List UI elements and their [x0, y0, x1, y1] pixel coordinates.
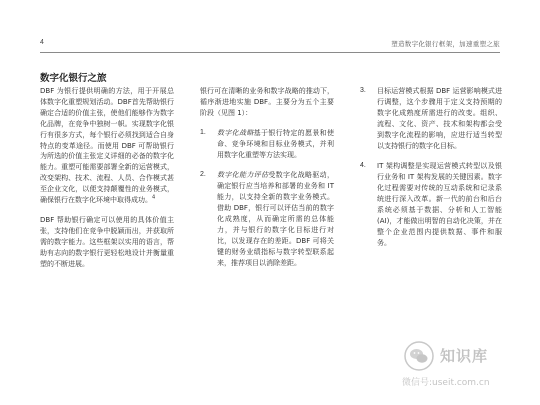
item-term: 数字化能力评估	[217, 171, 269, 180]
section-title: 数字化银行之旅	[40, 73, 107, 84]
page-number: 4	[40, 39, 44, 46]
paragraph-text: DBF 为银行提供明确的方法，用于开展总体数字化重塑规划活动。DBF首先帮助银行确定合适的价值主张，使他们能够作为数字化品牌，在竞争中独树一帜。实现数字化银行有很多方式，每个银行必须找到适合自身特点的变革途径。而使用 DBF 可帮助银行为所选的价值主张定义详细的必备的数字化能力。重塑可能需要部署全新的运营模式，改变架构、技术、流程、人员、合作模式甚至企业文化，以便支持颠覆性的业务模式，确保银行在数字化环境中取得成功。	[40, 87, 174, 205]
list-item	[360, 161, 502, 248]
item-number: 3.	[360, 87, 366, 94]
paragraph	[40, 86, 174, 206]
running-head: 塑造数字化银行框架，加速重塑之旅	[391, 40, 500, 48]
watermark	[398, 339, 518, 391]
item-term: 数字化战略	[217, 128, 254, 137]
header-rule	[40, 52, 500, 53]
column-2	[200, 86, 334, 279]
column-1	[40, 86, 174, 279]
item-number: 4.	[360, 162, 366, 170]
item-number: 2.	[200, 171, 206, 179]
watermark-name: 知识库	[440, 347, 489, 365]
wechat-logo-icon	[404, 341, 434, 371]
item-number: 1.	[200, 128, 206, 136]
phase-list	[200, 128, 334, 269]
item-text: 受数字化战略驱动，确定银行应当培养和部署的业务和 IT 能力，以支持全新的数字业务模式。借助 DBF，银行可以评估当前的数字化成熟度，从而确定所需的总体能力，并与银行的数字化目标进行对比，以发现存在的差距。DBF 可将关键的财务业绩指标与数字转型联系起来，推荐项目以消除差距。	[217, 171, 335, 267]
list-item	[360, 86, 502, 151]
footnote-marker: 4	[152, 194, 156, 201]
item-text: 基于银行特定的愿景和使命、竞争环境和目标业务模式，并利用数字化重塑等方法实现。	[217, 128, 335, 159]
list-item	[200, 170, 334, 268]
column-3	[360, 86, 502, 259]
item-text: 目标运营模式根据 DBF 运营影响模式进行调整，这个步骤用于定义支持预期的数字化成熟度所需进行的改变。组织、流程、文化、资产、技术和架构都会受到数字化流程的影响，应进行适当转型以支持银行的数字化目标。	[377, 87, 502, 150]
paragraph: 银行可在清晰的业务和数字战略的推动下，循序渐进地实施 DBF。主要分为五个主要阶段（见图 1）：	[200, 87, 334, 117]
paragraph: DBF 帮助银行确定可以使用的具体价值主张，支持他们在竞争中脱颖而出，并获取所需的数字能力。这些框架以实用的语言，帮助有志向的数字银行更轻松地设计并衡量重塑的不断进展。	[40, 215, 174, 268]
list-item	[200, 128, 334, 161]
watermark-account: 微信号:useit.com.cn	[402, 378, 490, 388]
phase-list	[360, 86, 502, 249]
item-text: IT 架构调整是实现运营模式转型以及银行业务和 IT 架构发展的关键因素。数字化过程需要对传统的互动系统和记录系统进行深入改革。新一代的前台和后台系统必须基于数据、分析和人工智能(AI)，才能做出明智的自动化决策，并在整个企业范围内提供数据、事件和服务。	[377, 162, 502, 247]
